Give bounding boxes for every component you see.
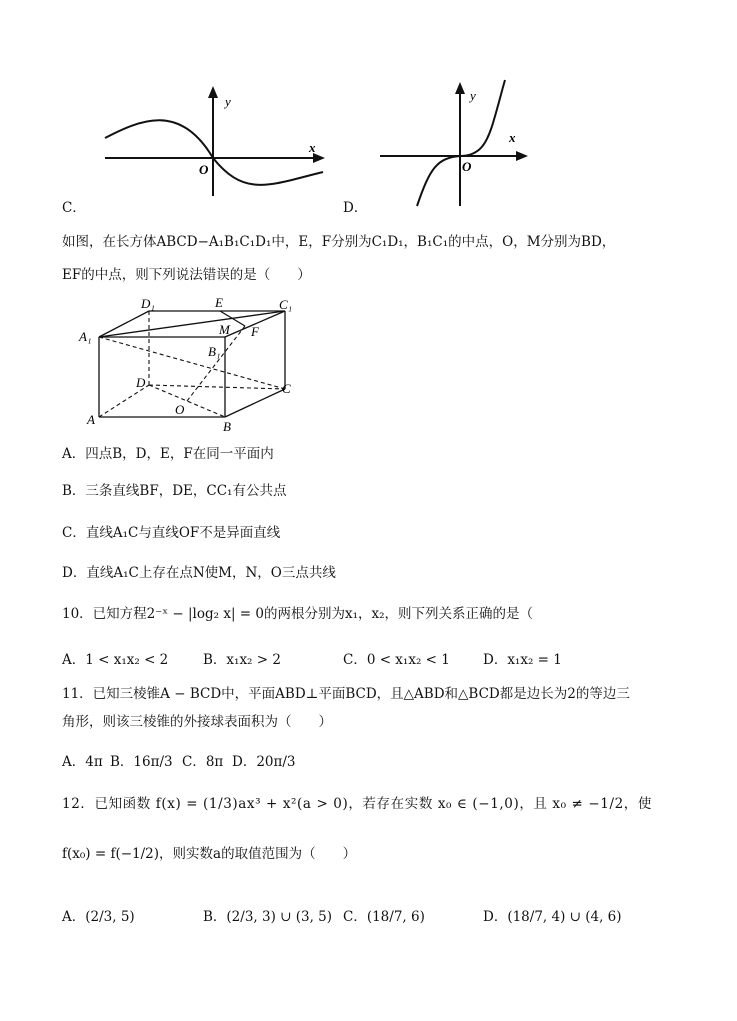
label-d: D [136, 375, 146, 390]
q9-stem-line2: EF的中点，则下列说法错误的是（ ） [62, 267, 311, 283]
q12-option-d[interactable]: D．(18/7, 4) ∪ (4, 6) [483, 909, 622, 925]
q12-option-b[interactable]: B．(2/3, 3) ∪ (3, 5) [203, 909, 333, 925]
q9-cuboid-figure [75, 292, 305, 437]
q11-stem-line1: 11．已知三棱锥A − BCD中，平面ABD⊥平面BCD，且△ABD和△BCD都是边长为2的等边三 [62, 686, 630, 702]
q9-option-b[interactable]: B．三条直线BF，DE，CC₁有公共点 [62, 483, 287, 499]
q12-stem-line1: 12．已知函数 f(x) = (1/3)ax³ + x²(a > 0)，若存在实数 x₀ ∈ (−1,0)，且 x₀ ≠ −1/2，使 [62, 796, 652, 812]
q9-option-a[interactable]: A．四点B，D，E，F在同一平面内 [62, 446, 274, 462]
graph-d-y-label: y [470, 88, 476, 103]
q12-option-a[interactable]: A．(2/3, 5) [62, 909, 135, 925]
q10-option-d[interactable]: D．x₁x₂ = 1 [483, 652, 562, 668]
graph-d-x-label: x [509, 130, 516, 145]
graph-c-y-label: y [225, 94, 231, 109]
q10-stem: 10．已知方程2⁻ˣ − |log₂ x| = 0的两根分别为x₁，x₂，则下列关系正确的是（ [62, 606, 534, 622]
q11-option-b[interactable]: B．16π/3 [110, 754, 173, 770]
q12-option-c[interactable]: C．(18/7, 6) [343, 909, 425, 925]
label-d1: D₁ [141, 296, 155, 311]
q11-option-d[interactable]: D．20π/3 [232, 754, 296, 770]
graph-option-d [375, 78, 535, 208]
q11-stem-line2: 角形，则该三棱锥的外接球表面积为（ ） [62, 714, 332, 730]
q9-option-c[interactable]: C．直线A₁C与直线OF不是异面直线 [62, 525, 281, 541]
q9-stem-line1: 如图，在长方体ABCD−A₁B₁C₁D₁中，E，F分别为C₁D₁，B₁C₁的中点，O，M分别为BD， [62, 234, 616, 250]
option-d-label: D． [343, 200, 368, 216]
graph-c-x-label: x [309, 140, 316, 155]
option-c-label: C． [62, 200, 86, 216]
label-c1: C₁ [279, 297, 293, 312]
label-c: C [282, 381, 291, 396]
q10-option-b[interactable]: B．x₁x₂ > 2 [203, 652, 281, 668]
q11-option-c[interactable]: C．8π [182, 754, 224, 770]
graph-c-origin: O [199, 162, 209, 177]
q10-option-a[interactable]: A．1 < x₁x₂ < 2 [62, 652, 169, 668]
label-a1: A₁ [79, 329, 92, 344]
q10-option-c[interactable]: C．0 < x₁x₂ < 1 [343, 652, 450, 668]
graph-option-c [95, 80, 335, 200]
q12-stem-line2: f(x₀) = f(−1/2)，则实数a的取值范围为（ ） [62, 846, 357, 862]
q9-option-d[interactable]: D．直线A₁C上存在点N使M，N，O三点共线 [62, 565, 336, 581]
label-f: F [251, 324, 259, 339]
label-b: B [223, 419, 231, 434]
label-b1: B₁ [208, 344, 221, 359]
label-e: E [215, 295, 223, 310]
q11-option-a[interactable]: A．4π [62, 754, 103, 770]
label-a: A [87, 412, 95, 427]
label-o: O [175, 402, 185, 417]
label-m: M [219, 322, 230, 337]
graph-d-origin: O [462, 159, 472, 174]
